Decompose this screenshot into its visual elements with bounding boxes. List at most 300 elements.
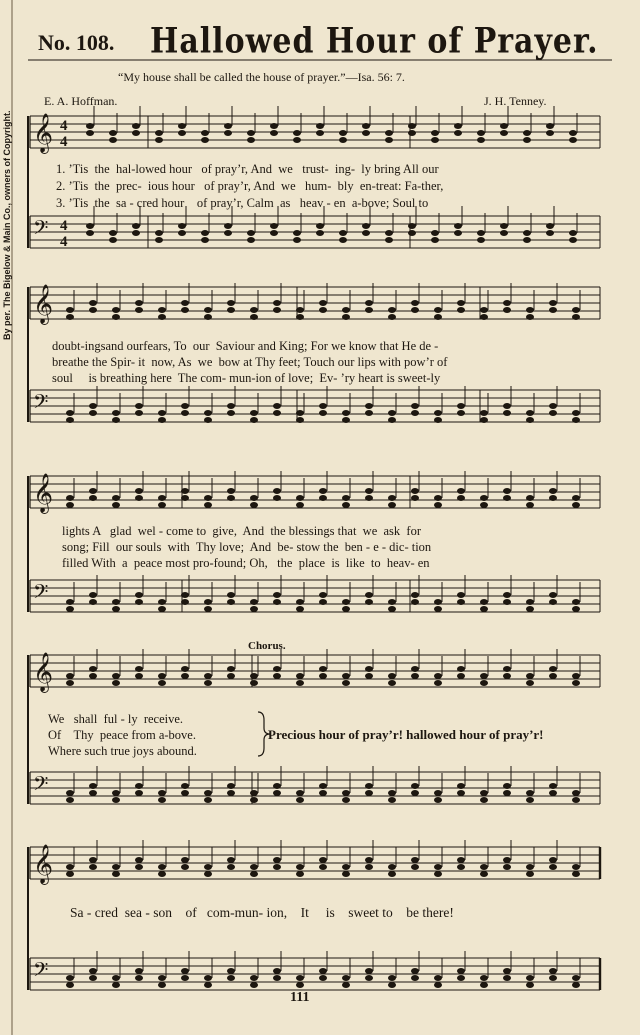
note-head [457,495,465,501]
note-head [454,223,462,229]
note-head [250,680,258,686]
note-head [434,673,442,679]
lyric-line: Where such true joys abound. [48,744,197,758]
note-head [135,488,143,494]
note-head [434,790,442,796]
note-head [434,502,442,508]
note-head [365,307,373,313]
note-head [411,783,419,789]
note-head [270,230,278,236]
note-head [480,502,488,508]
note-head [408,230,416,236]
note-head [89,488,97,494]
note-head [434,495,442,501]
note-head [250,495,258,501]
note-head [296,871,304,877]
note-head [247,130,255,136]
note-head [319,864,327,870]
note-head [250,871,258,877]
note-head [411,790,419,796]
note-head [227,790,235,796]
note-head [227,592,235,598]
note-head [66,673,74,679]
note-head [388,790,396,796]
note-head [112,864,120,870]
note-head [319,790,327,796]
note-head [89,666,97,672]
note-head [273,488,281,494]
note-head [480,797,488,803]
note-head [411,410,419,416]
note-head [342,502,350,508]
note-head [296,680,304,686]
treble-clef: 𝄞 [33,113,54,153]
note-head [273,495,281,501]
note-head [549,300,557,306]
note-head [109,230,117,236]
note-head [569,237,577,243]
note-head [342,680,350,686]
note-head [135,975,143,981]
note-head [250,417,258,423]
note-head [86,230,94,236]
note-head [155,230,163,236]
note-head [66,599,74,605]
note-head [158,871,166,877]
note-head [270,123,278,129]
note-head [365,495,373,501]
note-head [86,130,94,136]
note-head [457,300,465,306]
treble-clef: 𝄞 [33,473,54,513]
note-head [434,307,442,313]
note-head [89,968,97,974]
note-head [227,307,235,313]
note-head [273,666,281,672]
note-head [66,790,74,796]
note-head [250,599,258,605]
note-head [293,230,301,236]
note-head [158,975,166,981]
note-head [569,137,577,143]
note-head [158,502,166,508]
note-head [503,307,511,313]
note-head [296,314,304,320]
note-head [434,599,442,605]
note-head [385,237,393,243]
note-head [296,673,304,679]
note-head [178,130,186,136]
note-head [316,123,324,129]
note-head [296,982,304,988]
note-head [365,592,373,598]
note-head [385,230,393,236]
note-head [569,230,577,236]
note-head [411,307,419,313]
note-head [434,982,442,988]
note-head [342,871,350,877]
note-head [273,857,281,863]
lyric-line: doubt-ingsand ourfears, To our Saviour and King; For we know that He de - [52,339,439,353]
note-head [227,300,235,306]
note-head [572,680,580,686]
note-head [181,599,189,605]
note-head [296,606,304,612]
note-head [342,307,350,313]
note-head [135,666,143,672]
note-head [365,403,373,409]
note-head [296,790,304,796]
note-head [66,417,74,423]
lyric-line: soul is breathing here The com- mun-ion of love; Ev- ’ry heart is sweet-ly [52,371,441,385]
note-head [293,137,301,143]
note-head [204,606,212,612]
note-head [546,230,554,236]
note-head [457,783,465,789]
note-head [250,790,258,796]
note-head [112,673,120,679]
note-head [526,606,534,612]
note-head [270,223,278,229]
note-head [181,857,189,863]
note-head [112,307,120,313]
note-head [89,495,97,501]
note-head [503,592,511,598]
note-head [66,680,74,686]
note-head [339,130,347,136]
note-head [362,230,370,236]
note-head [546,130,554,136]
note-head [526,680,534,686]
note-head [342,864,350,870]
note-head [319,300,327,306]
note-head [178,223,186,229]
note-head [224,123,232,129]
treble-clef: 𝄞 [33,652,54,692]
lyric-line: filled With a peace most pro-found; Oh, the place is like to heav- en [62,556,430,570]
note-head [365,666,373,672]
note-head [178,230,186,236]
note-head [503,488,511,494]
note-head [572,673,580,679]
note-head [204,871,212,877]
note-head [178,123,186,129]
note-head [431,130,439,136]
note-head [500,223,508,229]
note-head [181,864,189,870]
note-head [457,968,465,974]
note-head [319,673,327,679]
note-head [457,975,465,981]
note-head [227,975,235,981]
hymn-page: 𝄞 4 4 𝄢 4 4 𝄞 𝄢 𝄞 𝄢 𝄞 𝄢 𝄞 𝄢 No. 108. Hallowed Hour of Prayer. “My house shall be called the house of prayer.”—Isa. 56: 7. E. A. Hoffman. J. H. Tenney. By per. The Bigelow & Main Co., owners of Copyright. 1. ’Tis the hal-lowed hour of pray’r, And we trust- ing- ly bring All our 2. ’Tis the prec- ious hour of pray’r, And we hum- bly en-treat: Fa-ther, 3. ’Tis the sa - cred hour of pray’r, Calm as heav - en a-bove; Soul to doubt-ingsand ourfears, To our Saviour and King; For we know that He de - breathe the Spir- it now, As we bow at Thy feet; Touch our lips with pow’r of soul is breathing here The com- mun-ion of love; Ev- ’ry heart is sweet-ly lights A glad wel - come to give, And the blessings that we ask for song; Fill our souls with Thy love; And be- stow the ben - e - dic- tion filled With a peace most pro-found; Oh, the place is like to heav- en Chorus. We shall ful - ly receive. Of Thy peace from a-bove. Where such true joys abound. Precious hour of pray’r! hallowed hour of pray’r! Sa - cred sea - son of com-mun- ion, It is sweet to be there! 111 [0,0,640,1035]
note-head [112,502,120,508]
note-head [89,599,97,605]
note-head [523,130,531,136]
note-head [158,982,166,988]
note-head [181,968,189,974]
note-head [388,599,396,605]
note-head [434,680,442,686]
note-head [296,797,304,803]
note-head [572,790,580,796]
note-head [342,410,350,416]
note-head [319,666,327,672]
note-head [89,975,97,981]
note-head [365,864,373,870]
note-head [181,666,189,672]
note-head [342,606,350,612]
note-head [388,864,396,870]
note-head [204,417,212,423]
note-head [89,783,97,789]
note-head [526,417,534,423]
note-head [365,488,373,494]
note-head [250,864,258,870]
note-head [434,797,442,803]
note-head [155,237,163,243]
note-head [270,130,278,136]
note-head [526,790,534,796]
note-head [247,237,255,243]
note-head [89,857,97,863]
note-head [388,975,396,981]
note-head [480,864,488,870]
note-head [457,864,465,870]
composer: J. H. Tenney. [484,94,547,108]
note-head [549,783,557,789]
note-head [477,130,485,136]
note-head [204,502,212,508]
note-head [158,495,166,501]
bass-clef: 𝄢 [33,772,49,800]
lyric-line: 2. ’Tis the prec- ious hour of pray’r, And we hum- bly en-treat: Fa-ther, [56,179,444,193]
note-head [158,314,166,320]
note-head [112,982,120,988]
note-head [500,123,508,129]
note-head [411,403,419,409]
note-head [132,223,140,229]
note-head [411,975,419,981]
note-head [480,495,488,501]
note-head [273,968,281,974]
note-head [503,666,511,672]
note-head [181,410,189,416]
note-head [480,975,488,981]
note-head [319,307,327,313]
note-head [572,314,580,320]
note-head [365,857,373,863]
note-head [135,410,143,416]
note-head [480,314,488,320]
note-head [503,790,511,796]
note-head [500,230,508,236]
note-head [503,975,511,981]
note-head [526,599,534,605]
note-head [480,410,488,416]
note-head [549,488,557,494]
note-head [388,680,396,686]
note-head [549,968,557,974]
note-head [247,230,255,236]
note-head [362,130,370,136]
note-head [319,975,327,981]
note-head [273,410,281,416]
note-head [457,857,465,863]
time-signature: 4 [60,234,68,250]
note-head [411,864,419,870]
note-head [89,410,97,416]
note-head [89,864,97,870]
note-head [112,871,120,877]
note-head [457,488,465,494]
note-head [296,599,304,605]
note-head [158,864,166,870]
note-head [411,673,419,679]
note-head [503,968,511,974]
note-head [480,871,488,877]
note-head [158,797,166,803]
note-head [526,502,534,508]
note-head [434,871,442,877]
note-head [434,417,442,423]
note-head [158,599,166,605]
note-head [365,975,373,981]
note-head [365,410,373,416]
note-head [273,790,281,796]
note-head [204,864,212,870]
note-head [411,666,419,672]
note-head [296,495,304,501]
note-head [319,968,327,974]
note-head [204,982,212,988]
note-head [273,403,281,409]
note-head [546,223,554,229]
note-head [135,403,143,409]
note-head [273,975,281,981]
note-head [112,417,120,423]
note-head [500,130,508,136]
note-head [135,790,143,796]
note-head [155,137,163,143]
note-head [112,975,120,981]
note-head [109,130,117,136]
note-head [204,790,212,796]
note-head [503,857,511,863]
note-head [158,417,166,423]
note-head [89,307,97,313]
note-head [457,307,465,313]
note-head [454,230,462,236]
note-head [158,410,166,416]
note-head [503,783,511,789]
note-head [480,417,488,423]
note-head [227,864,235,870]
note-head [293,237,301,243]
note-head [572,502,580,508]
note-head [572,864,580,870]
note-head [388,495,396,501]
note-head [457,599,465,605]
note-head [250,606,258,612]
note-head [526,864,534,870]
note-head [411,599,419,605]
note-head [480,599,488,605]
note-head [434,410,442,416]
treble-clef: 𝄞 [33,284,54,324]
note-head [181,403,189,409]
note-head [135,968,143,974]
note-head [388,982,396,988]
note-head [411,488,419,494]
note-head [204,797,212,803]
note-head [112,680,120,686]
note-head [112,410,120,416]
note-head [549,495,557,501]
note-head [293,130,301,136]
note-head [86,123,94,129]
note-head [434,864,442,870]
note-head [204,307,212,313]
note-head [454,130,462,136]
lyric-line: lights A glad wel - come to give, And the blessings that we ask for [62,524,421,538]
note-head [158,680,166,686]
note-head [342,673,350,679]
note-head [181,300,189,306]
time-signature: 4 [60,134,68,150]
note-head [227,410,235,416]
note-head [158,673,166,679]
note-head [66,502,74,508]
note-head [434,314,442,320]
note-head [365,599,373,605]
note-head [66,495,74,501]
note-head [572,975,580,981]
note-head [454,123,462,129]
note-head [201,130,209,136]
note-head [227,673,235,679]
note-head [273,307,281,313]
note-head [385,130,393,136]
note-head [112,606,120,612]
note-head [342,982,350,988]
note-head [204,495,212,501]
note-head [549,592,557,598]
note-head [388,314,396,320]
note-head [526,982,534,988]
note-head [273,673,281,679]
note-head [66,307,74,313]
note-head [135,857,143,863]
treble-clef: 𝄞 [33,844,54,884]
epigraph: “My house shall be called the house of prayer.”—Isa. 56: 7. [118,70,405,84]
note-head [408,130,416,136]
note-head [388,871,396,877]
note-head [526,673,534,679]
note-head [89,592,97,598]
note-head [181,975,189,981]
note-head [227,488,235,494]
note-head [204,673,212,679]
note-head [250,502,258,508]
note-head [247,137,255,143]
note-head [457,790,465,796]
note-head [181,307,189,313]
note-head [112,599,120,605]
note-head [135,599,143,605]
note-head [388,417,396,423]
note-head [250,797,258,803]
